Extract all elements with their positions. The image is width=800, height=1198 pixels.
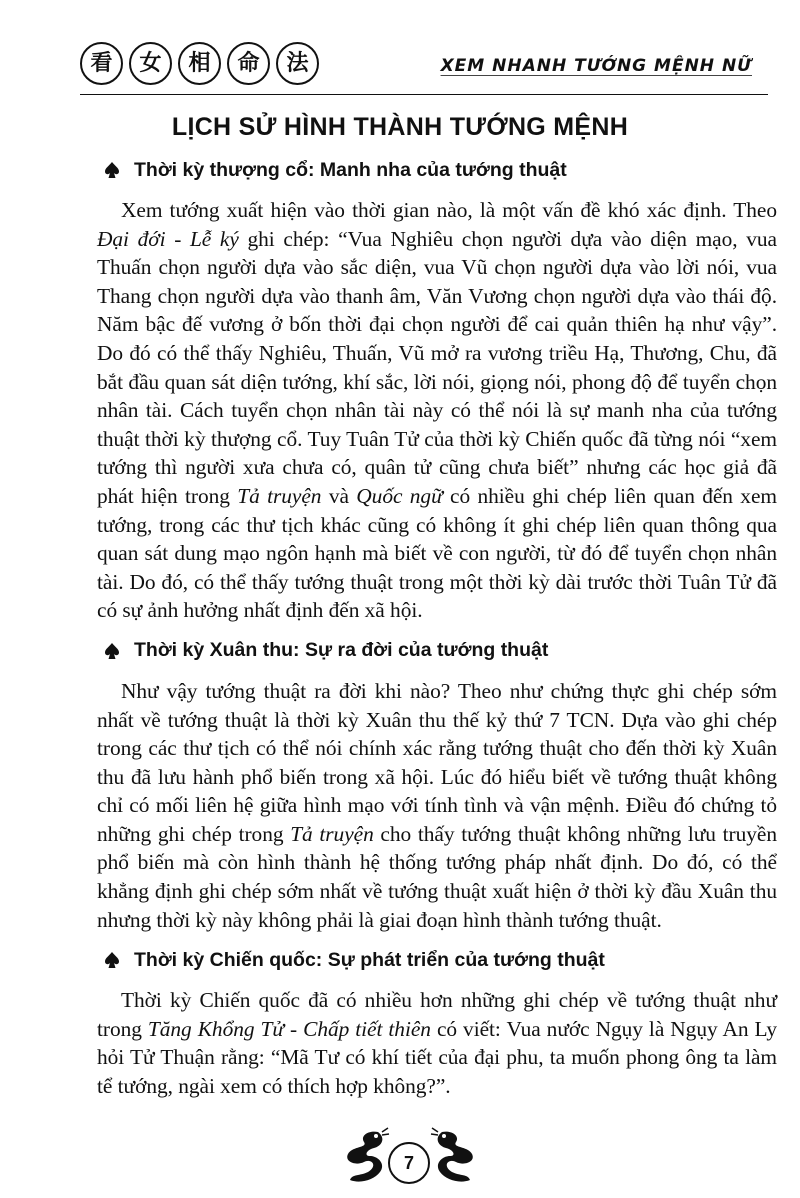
seal-char-5: 法: [276, 42, 319, 85]
text-run: Xem tướng xuất hiện vào thời gian nào, là một vấn đề khó xác định. Theo: [121, 198, 777, 222]
running-head: XEM NHANH TƯỚNG MỆNH NỮ: [440, 56, 752, 76]
book-title: Quốc ngữ: [356, 483, 443, 508]
section-heading-text: Thời kỳ Xuân thu: Sự ra đời của tướng thuật: [134, 639, 549, 662]
spade-bullet-icon: [102, 161, 122, 179]
book-title: Tả truyện: [237, 483, 322, 508]
section-heading-2: [97, 631, 777, 671]
section-heading-1: [97, 150, 777, 190]
seal-char-1: 看: [80, 42, 123, 85]
seal-char-2: 女: [129, 42, 172, 85]
page-header: [0, 0, 800, 100]
book-title: Tả truyện: [290, 821, 374, 846]
section-paragraph-2: [97, 677, 777, 934]
text-run: có viết: Vua nước Ngụy là Ngụy An Ly hỏi Tử Thuận rằng: “Mã Tư có khí tiết của đại phu, ta muốn phong ông ta làm tể tướng, ngài xem có thích hợp không?”.: [97, 1016, 777, 1099]
page-footer: [0, 1120, 800, 1198]
seal-char-4: 命: [227, 42, 270, 85]
dragon-ornament-left-icon: [338, 1126, 390, 1186]
body-content: [97, 150, 777, 1101]
section-paragraph-1: [97, 196, 777, 625]
seal-char-3: 相: [178, 42, 221, 85]
text-run: Như vậy tướng thuật ra đời khi nào? Theo như chứng thực ghi chép sớm nhất về tướng thuật là thời kỳ Xuân thu thế kỷ thứ 7 TCN. Dựa vào ghi chép trong các thư tịch có thể nói chính xác rằng tướng thuật cho đến thời kỳ Xuân thu đã lưu hành phổ biến trong xã hội. Lúc đó hiểu biết về tướng thuật không chỉ có mối liên hệ giữa hình mạo với tính tình và vận mệnh. Điều đó chứng tỏ những ghi chép trong: [97, 678, 777, 846]
page-title: LỊCH SỬ HÌNH THÀNH TƯỚNG MỆNH: [171, 113, 629, 141]
text-run: ghi chép: “Vua Nghiêu chọn người dựa vào diện mạo, vua Thuấn chọn người dựa vào sắc diện, vua Vũ chọn người dựa vào lời nói, vua Thang chọn người dựa vào thanh âm, Văn Vương chọn người dựa vào thái độ. Năm bậc đế vương ở bốn thời đại chọn người để cai quản thiên hạ như vậy”. Do đó có thể thấy Nghiêu, Thuấn, Vũ mở ra vương triều Hạ, Thương, Chu, đã bắt đầu quan sát diện tướng, khí sắc, lời nói, giọng nói, phong độ để tuyển chọn nhân tài. Cách tuyển chọn nhân tài này có thể nói là sự manh nha của tướng thuật thời kỳ thượng cổ. Tuy Tuân Tử của thời kỳ Chiến quốc đã từng nói “xem tướng thì người xưa chưa có, quân tử cũng chưa biết” nhưng các học giả đã phát hiện trong: [97, 226, 777, 508]
text-run: cho thấy tướng thuật không những lưu truyền phổ biến mà còn hình thành hệ thống tướng pháp nhất định. Do đó, có thể khẳng định ghi chép sớm nhất về tướng thuật xuất hiện ở thời kỳ đầu Xuân thu nhưng thời kỳ này không phải là giai đoạn hình thành tướng thuật.: [97, 821, 777, 932]
text-run: và: [321, 483, 357, 508]
book-title: Đại đới - Lễ ký: [97, 226, 239, 251]
header-rule: [80, 94, 768, 95]
text-run: Thời kỳ Chiến quốc đã có nhiều hơn những ghi chép về tướng thuật như trong: [97, 988, 777, 1041]
spade-bullet-icon: [102, 642, 122, 660]
section-heading-text: Thời kỳ thượng cổ: Manh nha của tướng thuật: [134, 158, 567, 181]
book-title: Tăng Khổng Tử - Chấp tiết thiên: [147, 1016, 431, 1041]
section-paragraph-3: [97, 986, 777, 1100]
text-run: có nhiều ghi chép liên quan đến xem tướng, trong các thư tịch khác cũng có không ít ghi chép liên quan thông qua quan sát dung mạo ngôn hạnh mà biết về con người, từ đó để tuyển chọn nhân tài. Do đó, có thể thấy tướng thuật trong một thời kỳ dài trước thời Tuân Tử đã có sự ảnh hưởng nhất định đến xã hội.: [97, 483, 777, 623]
page-number: 7: [388, 1142, 430, 1184]
chinese-title-seals: [80, 42, 319, 85]
dragon-ornament-right-icon: [430, 1126, 482, 1186]
section-heading-3: [97, 940, 777, 980]
spade-bullet-icon: [102, 951, 122, 969]
section-heading-text: Thời kỳ Chiến quốc: Sự phát triển của tướng thuật: [134, 948, 605, 971]
